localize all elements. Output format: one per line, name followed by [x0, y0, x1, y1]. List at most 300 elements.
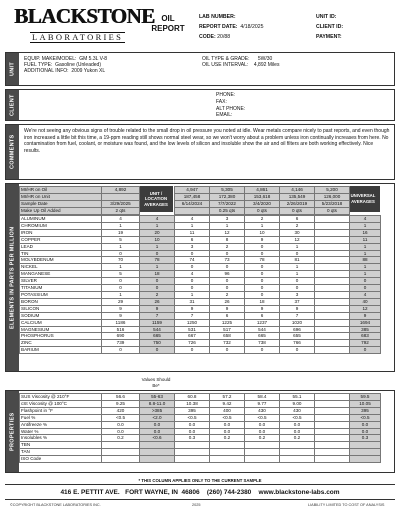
blank-cell: [315, 394, 350, 401]
history-value: [280, 456, 315, 463]
history-value: 6/14/2024: [175, 200, 210, 207]
fuel-value: Gasoline (Unleaded): [55, 62, 101, 69]
history-value: 5/23/2018: [315, 200, 350, 207]
history-value: <0.5: [210, 414, 245, 421]
should-be-value: [140, 449, 175, 456]
universal-average: 792: [350, 340, 381, 347]
universal-average: 0.0: [350, 428, 381, 435]
current-value: 739: [102, 340, 140, 347]
report-date-value: 4/18/2025: [240, 24, 264, 30]
element-row: [20, 298, 381, 305]
unit-avg-spacer: [140, 187, 175, 194]
current-value: 9.25: [102, 400, 140, 407]
history-value: 0: [280, 285, 315, 292]
should-be-value: >385: [140, 407, 175, 414]
unit-avg-spacer: [140, 200, 175, 207]
element-row: [20, 340, 381, 347]
current-value: 0: [102, 278, 140, 285]
element-name: BORON: [20, 298, 102, 305]
blank-cell: [315, 264, 350, 271]
current-value: 1: [102, 243, 140, 250]
blank-cell: [315, 291, 350, 298]
history-value: 517: [210, 326, 245, 333]
history-value: [280, 449, 315, 456]
history-value: 0.0: [175, 428, 210, 435]
history-value: 0.0: [280, 428, 315, 435]
current-value: 0.0: [102, 428, 140, 435]
oil-type-label: OIL TYPE & GRADE:: [202, 56, 250, 62]
unit-section: [5, 52, 395, 86]
universal-average: 1: [350, 271, 381, 278]
should-be-value: 55-63: [140, 394, 175, 401]
universal-average: [350, 442, 381, 449]
element-row: [20, 285, 381, 292]
history-value: 1237: [245, 319, 280, 326]
history-value: 172,380: [210, 193, 245, 200]
history-value: 126,000: [315, 193, 350, 200]
current-value: 1: [102, 264, 140, 271]
current-value: 4,892: [102, 187, 140, 194]
oil-interval-label: OIL USE INTERVAL:: [202, 62, 249, 69]
history-value: [175, 449, 210, 456]
history-value: [210, 442, 245, 449]
element-name: LEAD: [20, 243, 102, 250]
universal-avg-spacer: [350, 200, 381, 207]
unit-average: 1: [140, 222, 175, 229]
current-value: 2 qts: [102, 207, 140, 214]
lab-info: [199, 12, 309, 42]
unit-average: 4: [140, 216, 175, 223]
universal-average: 1: [350, 264, 381, 271]
element-name: SILVER: [20, 278, 102, 285]
history-value: 1: [280, 271, 315, 278]
universal-avg-spacer: [350, 187, 381, 194]
unit-average: 9: [140, 305, 175, 312]
history-value: 655: [280, 333, 315, 340]
history-value: 3/4/2020: [245, 200, 280, 207]
client-contact: [216, 92, 336, 119]
unit-average: 18: [140, 271, 175, 278]
element-row: [20, 291, 381, 298]
info-row-label: MI/HR on Oil: [20, 187, 102, 194]
report-date-label: REPORT DATE:: [199, 24, 238, 30]
history-value: 2: [210, 243, 245, 250]
blank-cell: [315, 407, 350, 414]
history-value: 9: [245, 236, 280, 243]
history-value: 0.2: [245, 435, 280, 442]
history-value: 10.38: [175, 400, 210, 407]
history-value: 1225: [210, 319, 245, 326]
history-value: [245, 442, 280, 449]
element-row: [20, 326, 381, 333]
current-value: 0.0: [102, 421, 140, 428]
universal-average: <0.5: [350, 414, 381, 421]
property-name: SUS Viscosity @ 210°F: [20, 394, 102, 401]
history-value: 0.3: [175, 435, 210, 442]
info-row-label: Make Up Oil Added: [20, 207, 102, 214]
universal-average: 4: [350, 216, 381, 223]
property-name: Antifreeze %: [20, 421, 102, 428]
current-value: 29: [102, 298, 140, 305]
universal-average: 59.5: [350, 394, 381, 401]
universal-average: 10.05: [350, 400, 381, 407]
blank-cell: [315, 243, 350, 250]
blank-cell: [315, 229, 350, 236]
info-label: ADDITIONAL INFO:: [24, 68, 69, 75]
history-value: 0: [280, 250, 315, 257]
history-value: 1: [175, 222, 210, 229]
current-value: 4: [102, 216, 140, 223]
blank-cell: [315, 449, 350, 456]
history-value: 12: [210, 229, 245, 236]
info-row: [20, 193, 381, 200]
history-value: 6: [210, 312, 245, 319]
history-value: 667: [175, 333, 210, 340]
history-value: 0.0: [210, 421, 245, 428]
history-value: 0: [210, 250, 245, 257]
element-row: [20, 333, 381, 340]
current-value: 9: [102, 305, 140, 312]
history-value: 430: [280, 407, 315, 414]
element-name: BARIUM: [20, 347, 102, 354]
current-value: [102, 442, 140, 449]
current-value: 5: [102, 271, 140, 278]
history-value: 0.2: [280, 435, 315, 442]
blank-cell: [315, 236, 350, 243]
unit-average: 78: [140, 257, 175, 264]
history-value: 96: [210, 271, 245, 278]
history-value: 0: [245, 271, 280, 278]
oil-interval-value: 4,892 Miles: [253, 62, 280, 69]
history-value: 9.42: [210, 400, 245, 407]
lab-number-label: LAB NUMBER:: [199, 14, 236, 20]
property-row: [20, 456, 381, 463]
history-value: [245, 456, 280, 463]
elements-section-label: ELEMENTS IN PARTS PER MILLION: [6, 184, 19, 371]
history-value: 696: [280, 326, 315, 333]
unit-average: 665: [140, 333, 175, 340]
blank-cell: [315, 257, 350, 264]
history-value: 2: [280, 222, 315, 229]
universal-average: 12: [350, 305, 381, 312]
property-row: [20, 442, 381, 449]
element-row: [20, 250, 381, 257]
blackstone-logo: [14, 4, 155, 43]
history-value: 531: [175, 326, 210, 333]
unit-average: 10: [140, 236, 175, 243]
element-name: ALUMINUM: [20, 216, 102, 223]
history-value: 0: [245, 291, 280, 298]
universal-average: 683: [350, 333, 381, 340]
history-value: 0: [245, 243, 280, 250]
history-value: 0.0: [210, 428, 245, 435]
equip-value: GM 5.3L V-8: [79, 56, 108, 62]
history-value: 658: [210, 333, 245, 340]
current-value: 420: [102, 407, 140, 414]
history-value: 0: [175, 250, 210, 257]
property-name: Water %: [20, 428, 102, 435]
comments-section-label: COMMENTS: [6, 125, 19, 179]
current-value: 690: [102, 333, 140, 340]
unit-average: 544: [140, 326, 175, 333]
code-label: CODE:: [199, 34, 216, 40]
universal-average: 0.0: [350, 421, 381, 428]
element-name: COPPER: [20, 236, 102, 243]
property-name: Fuel %: [20, 414, 102, 421]
equip-label: EQUIP. MAKE/MODEL:: [24, 56, 77, 62]
current-value: 9: [102, 312, 140, 319]
universal-average: 16: [350, 229, 381, 236]
should-be-value: 0.0: [140, 421, 175, 428]
unit-average: 0: [140, 278, 175, 285]
should-be-value: <0.6: [140, 435, 175, 442]
history-value: 6: [175, 236, 210, 243]
current-value: 1: [102, 222, 140, 229]
current-value: 3/29/2025: [102, 200, 140, 207]
history-value: 544: [245, 326, 280, 333]
unit-section-label: UNIT: [6, 53, 19, 85]
current-value: [102, 193, 140, 200]
history-value: [245, 449, 280, 456]
property-row: [20, 400, 381, 407]
properties-table: [19, 393, 381, 463]
history-value: 0: [210, 278, 245, 285]
history-value: 1: [280, 264, 315, 271]
unit-details: [24, 56, 199, 75]
history-value: 11: [175, 229, 210, 236]
current-value: 70: [102, 257, 140, 264]
blank-cell: [315, 442, 350, 449]
property-row: [20, 449, 381, 456]
element-row: [20, 264, 381, 271]
blank-cell: [315, 347, 350, 354]
history-value: 9: [175, 305, 210, 312]
history-value: 0: [175, 264, 210, 271]
blank-cell: [315, 400, 350, 407]
history-value: 3: [280, 291, 315, 298]
element-row: [20, 312, 381, 319]
current-value: 0: [102, 250, 140, 257]
element-row: [20, 278, 381, 285]
history-value: 153,618: [245, 193, 280, 200]
elements-info-table: [19, 186, 381, 215]
should-be-value: <2.0: [140, 414, 175, 421]
info-value: 2009 Yukon XL: [71, 68, 106, 75]
element-row: [20, 222, 381, 229]
info-row: [20, 200, 381, 207]
property-name: TAN: [20, 449, 102, 456]
blank-cell: [315, 414, 350, 421]
alt-phone-label: ALT PHONE:: [216, 105, 246, 112]
should-be-value: [140, 442, 175, 449]
unit-average: 750: [140, 340, 175, 347]
element-name: ZINC: [20, 340, 102, 347]
history-value: [175, 207, 210, 214]
blank-cell: [315, 271, 350, 278]
property-name: cSt Viscosity @ 100°C: [20, 400, 102, 407]
universal-average: 1: [350, 222, 381, 229]
history-value: [210, 449, 245, 456]
universal-average: 0: [350, 278, 381, 285]
unit-average: 0: [140, 285, 175, 292]
info-row: [20, 207, 381, 214]
current-value: 516: [102, 326, 140, 333]
universal-average: [350, 449, 381, 456]
universal-average: 1: [350, 243, 381, 250]
unit-avg-spacer: [140, 207, 175, 214]
history-value: 7: [175, 312, 210, 319]
history-value: 1: [280, 243, 315, 250]
element-name: SILICON: [20, 305, 102, 312]
blank-cell: [315, 319, 350, 326]
oil-type-value: 5W/30: [257, 56, 273, 62]
history-value: 6: [280, 216, 315, 223]
history-value: 9.77: [245, 400, 280, 407]
current-value: <0.5: [102, 414, 140, 421]
element-row: [20, 271, 381, 278]
element-row: [20, 305, 381, 312]
history-value: 4: [175, 271, 210, 278]
history-value: [210, 456, 245, 463]
history-value: 7: [280, 312, 315, 319]
property-row: [20, 394, 381, 401]
comments-text: We're not seeing any obvious signs of trouble related to the small drop in oil pressure you noted at idle. Wear metals compare nicely to past reports, and even though iron increased a little bit this time, a 19-ppm reading still shows normal steel wear, so we won't worry about a problem unless iron continually increases from here. No contamination from fuel, coolant, or moisture was found, and the low levels of silicon and insoluble show the air and oil filters are both working effectively. Nice results.: [24, 128, 390, 154]
blank-cell: [315, 326, 350, 333]
fuel-label: FUEL TYPE:: [24, 62, 53, 69]
element-name: SODIUM: [20, 312, 102, 319]
element-row: [20, 243, 381, 250]
history-value: 1250: [175, 319, 210, 326]
property-name: ISO Code: [20, 456, 102, 463]
current-value: 0: [102, 347, 140, 354]
footer-address: 416 E. PETTIT AVE. FORT WAYNE, IN 46806 (260) 744-2380 www.blackstone-labs.com: [60, 489, 340, 496]
title-line1: OIL: [161, 14, 175, 23]
history-value: [175, 442, 210, 449]
property-name: Insolubles %: [20, 435, 102, 442]
property-row: [20, 407, 381, 414]
history-value: 0.0: [280, 421, 315, 428]
current-value: 0.2: [102, 435, 140, 442]
history-value: 766: [280, 340, 315, 347]
history-value: 78: [245, 257, 280, 264]
should-be-value: 8.8-11.0: [140, 400, 175, 407]
history-value: 81: [280, 257, 315, 264]
blank-cell: [315, 250, 350, 257]
comments-section: [5, 124, 395, 180]
history-value: 0: [280, 347, 315, 354]
history-value: 0: [245, 285, 280, 292]
element-row: [20, 229, 381, 236]
blank-cell: [315, 278, 350, 285]
current-value: [102, 449, 140, 456]
history-value: 37: [280, 298, 315, 305]
current-value: 56.6: [102, 394, 140, 401]
history-value: 55.1: [280, 394, 315, 401]
blank-cell: [315, 285, 350, 292]
email-label: EMAIL:: [216, 112, 233, 119]
footer-note: * THIS COLUMN APPLIES ONLY TO THE CURRENT SAMPLE: [138, 478, 262, 483]
phone-label: PHONE:: [216, 92, 236, 98]
history-value: 4,861: [245, 187, 280, 194]
property-name: TBN: [20, 442, 102, 449]
blank-cell: [315, 421, 350, 428]
element-name: MOLYBDENUM: [20, 257, 102, 264]
history-value: 0 qts: [280, 207, 315, 214]
history-value: 58.4: [245, 394, 280, 401]
should-be-value: [140, 456, 175, 463]
history-value: 0: [245, 347, 280, 354]
report-title: [148, 14, 188, 34]
history-value: 7/7/2022: [210, 200, 245, 207]
universal-average: 88: [350, 257, 381, 264]
history-value: 31: [175, 298, 210, 305]
history-value: 0: [210, 347, 245, 354]
footer-liability: LIABILITY LIMITED TO COST OF ANALYSIS: [308, 503, 385, 507]
code-value: 20/88: [217, 34, 231, 40]
history-value: 60.8: [175, 394, 210, 401]
history-value: 738: [245, 340, 280, 347]
universal-average: 4: [350, 291, 381, 298]
element-name: CHROMIUM: [20, 222, 102, 229]
universal-average: 1: [350, 250, 381, 257]
element-row: [20, 236, 381, 243]
history-value: 0: [245, 250, 280, 257]
blank-cell: [315, 298, 350, 305]
elements-table: [19, 215, 381, 354]
info-row: [20, 187, 381, 194]
current-value: 5: [102, 236, 140, 243]
unit-average: 1: [140, 243, 175, 250]
universal-average: 0: [350, 347, 381, 354]
history-value: 5,200: [315, 187, 350, 194]
history-value: 1020: [280, 319, 315, 326]
footer-year: 2025: [192, 503, 201, 507]
unit-average: 20: [140, 229, 175, 236]
universal-average: 0: [350, 285, 381, 292]
history-value: 3: [210, 216, 245, 223]
element-name: POTASSIUM: [20, 291, 102, 298]
universal-average: [350, 456, 381, 463]
unit-average: 0: [140, 347, 175, 354]
history-value: 4,947: [175, 187, 210, 194]
element-row: [20, 347, 381, 354]
footer-copyright: ©COPYRIGHT BLACKSTONE LABORATORIES INC.: [10, 503, 101, 507]
universal-avg-spacer: [350, 193, 381, 200]
blank-cell: [315, 435, 350, 442]
history-value: 26: [210, 298, 245, 305]
blank-cell: [315, 312, 350, 319]
history-value: 400: [210, 407, 245, 414]
history-value: 732: [210, 340, 245, 347]
universal-averages-header: UNIVERSAL AVERAGES: [346, 186, 380, 212]
history-value: 0.0: [245, 421, 280, 428]
element-name: TITANIUM: [20, 285, 102, 292]
unit-averages-header: UNIT / LOCATION AVERAGES: [139, 186, 173, 212]
history-value: [175, 456, 210, 463]
blank-cell: [315, 222, 350, 229]
property-row: [20, 414, 381, 421]
values-should-be-label: Values Should Be*: [141, 377, 171, 388]
history-value: 0.25 qts: [210, 207, 245, 214]
element-name: MAGNESIUM: [20, 326, 102, 333]
history-value: 4: [175, 216, 210, 223]
unit-id-label: UNIT ID:: [316, 14, 337, 20]
unit-average: 1159: [140, 319, 175, 326]
history-value: 1: [245, 222, 280, 229]
universal-average: 11: [350, 236, 381, 243]
property-row: [20, 421, 381, 428]
history-value: 0: [210, 264, 245, 271]
